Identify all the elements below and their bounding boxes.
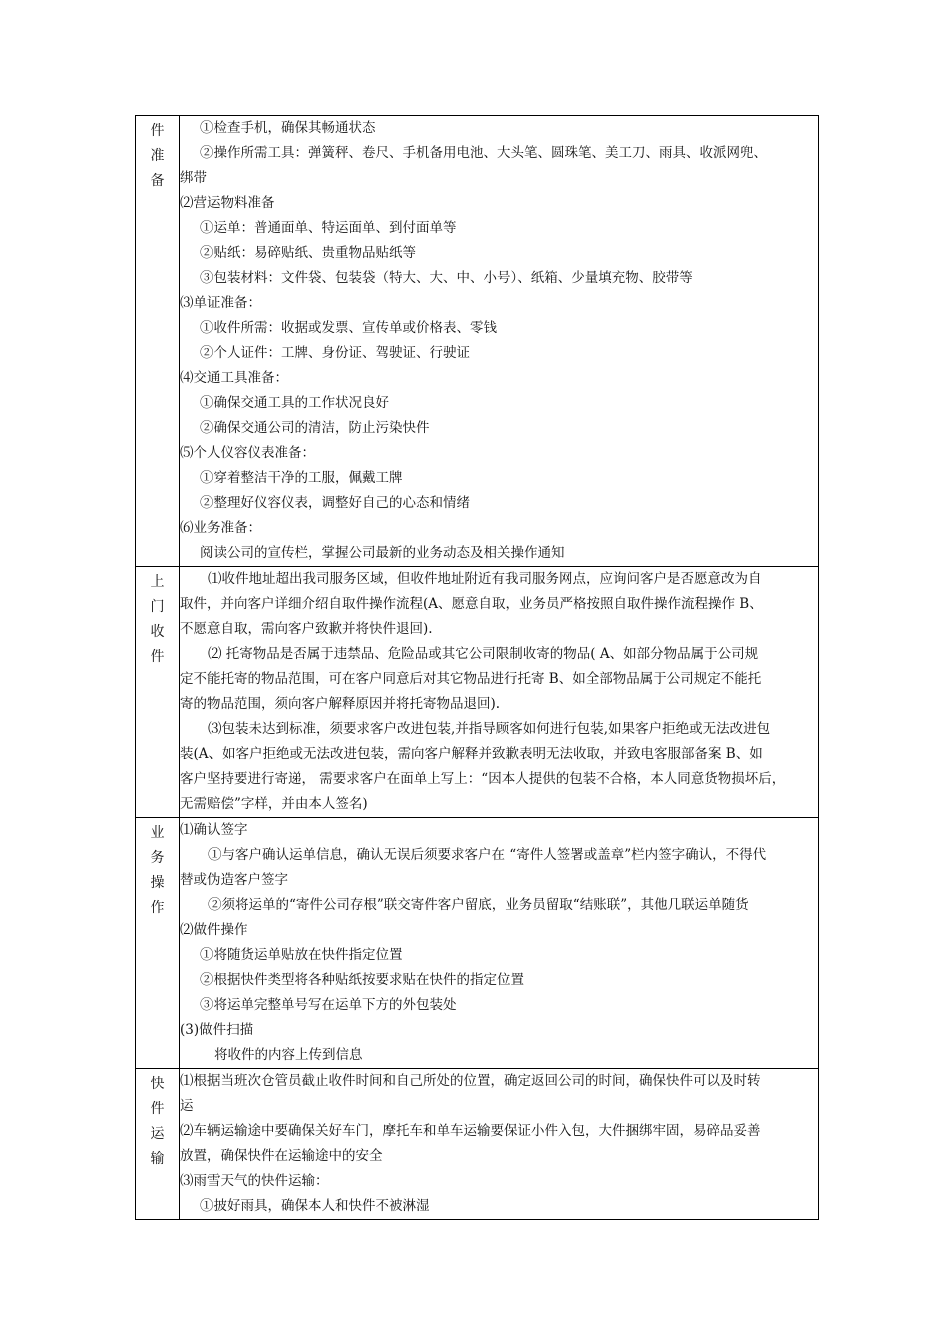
section-transport — [136, 1069, 819, 1220]
content-line: ⑶单证准备： — [180, 295, 261, 311]
content-line: ①检查手机，确保其畅通状态 — [200, 120, 376, 136]
section-content-cell — [180, 116, 819, 567]
content-line: ③将运单完整单号写在运单下方的外包装处 — [200, 997, 457, 1013]
content-line: 运 — [180, 1098, 194, 1114]
content-line: ⑶包装未达到标准，须要求客户改进包装,并指导顾客如何进行包装,如果客户拒绝或无法改进包 — [208, 721, 771, 737]
content-line: 绑带 — [180, 170, 207, 186]
content-line: ②个人证件：工牌、身份证、驾驶证、行驶证 — [200, 345, 470, 361]
content-line: ⑸个人仪容仪表准备： — [180, 445, 315, 461]
content-line: 客户坚持要进行寄递， 需要求客户在面单上写上：“因本人提供的包装不合格，本人同意货物损坏后， — [180, 771, 786, 787]
content-line: 替或伪造客户签字 — [180, 872, 288, 888]
content-line: ⑴收件地址超出我司服务区域，但收件地址附近有我司服务网点，应询问客户是否愿意改为自 — [208, 571, 762, 587]
section-heading: 业 务 操 作 — [150, 825, 165, 916]
content-line: (3)做件扫描 — [180, 1022, 254, 1038]
content-line: ②须将运单的“寄件公司存根”联交寄件客户留底，业务员留取“结账联”，其他几联运单随货 — [208, 897, 749, 913]
section-heading: 上 门 收 件 — [150, 574, 165, 665]
content-line: ⑵ 托寄物品是否属于违禁品、危险品或其它公司限制收寄的物品( A、如部分物品属于公司规 — [208, 646, 759, 662]
section-operation — [136, 818, 819, 1069]
table-body — [136, 116, 819, 1220]
content-line: ①披好雨具，确保本人和快件不被淋湿 — [200, 1198, 430, 1214]
section-heading: 快 件 运 输 — [150, 1076, 165, 1167]
content-line: ①收件所需：收据或发票、宣传单或价格表、零钱 — [200, 320, 497, 336]
content-line: ⑹业务准备： — [180, 520, 261, 536]
content-line: 阅读公司的宣传栏，掌握公司最新的业务动态及相关操作通知 — [200, 545, 565, 561]
content-line: ②根据快件类型将各种贴纸按要求贴在快件的指定位置 — [200, 972, 524, 988]
content-line: ①运单：普通面单、特运面单、到付面单等 — [200, 220, 457, 236]
section-heading-cell — [136, 1069, 180, 1220]
content-line: ⑵做件操作 — [180, 922, 248, 938]
section-pickup — [136, 567, 819, 818]
content-line: ⑴根据当班次仓管员截止收件时间和自己所处的位置，确定返回公司的时间，确保快件可以及时转 — [180, 1073, 761, 1089]
section-preparation — [136, 116, 819, 567]
section-heading-cell — [136, 116, 180, 567]
section-content-cell — [180, 1069, 819, 1220]
content-line: 将收件的内容上传到信息 — [214, 1047, 363, 1063]
content-line: ③包装材料：文件袋、包装袋（特大、大、中、小号）、纸箱、少量填充物、胶带等 — [200, 270, 693, 286]
content-line: 无需赔偿”字样，并由本人签名) — [180, 796, 368, 812]
section-heading-cell — [136, 567, 180, 818]
content-line: ⑶雨雪天气的快件运输： — [180, 1173, 329, 1189]
content-line: 不愿意自取，需向客户致歉并将快件退回). — [180, 621, 433, 637]
content-line: ②整理好仪容仪表，调整好自己的心态和情绪 — [200, 495, 470, 511]
content-line: ②贴纸：易碎贴纸、贵重物品贴纸等 — [200, 245, 416, 261]
content-line: ①穿着整洁干净的工服，佩戴工牌 — [200, 470, 403, 486]
section-heading: 件 准 备 — [150, 123, 165, 189]
section-content-cell — [180, 818, 819, 1069]
content-line: ⑵车辆运输途中要确保关好车门，摩托车和单车运输要保证小件入包，大件捆绑牢固，易碎品妥善 — [180, 1123, 761, 1139]
content-line: 放置，确保快件在运输途中的安全 — [180, 1148, 383, 1164]
content-line: 取件，并向客户详细介绍自取件操作流程(A、愿意自取，业务员严格按照自取件操作流程操作 B、 — [180, 596, 763, 612]
content-line: 寄的物品范围，须向客户解释原因并将托寄物品退回). — [180, 696, 501, 712]
content-line: ①与客户确认运单信息，确认无误后须要求客户在 “寄件人签署或盖章”栏内签字确认，不得代 — [208, 847, 767, 863]
content-line: ①将随货运单贴放在快件指定位置 — [200, 947, 403, 963]
content-line: 定不能托寄的物品范围，可在客户同意后对其它物品进行托寄 B、如全部物品属于公司规定不能托 — [180, 671, 762, 687]
content-line: ⑵营运物料准备 — [180, 195, 275, 211]
content-line: ①确保交通工具的工作状况良好 — [200, 395, 389, 411]
content-line: ②操作所需工具：弹簧秤、卷尺、手机备用电池、大头笔、圆珠笔、美工刀、雨具、收派网兜、 — [200, 145, 767, 161]
section-content-cell — [180, 567, 819, 818]
content-line: 装(A、如客户拒绝或无法改进包装，需向客户解释并致歉表明无法收取，并致电客服部备案 B、如 — [180, 746, 763, 762]
content-line: ⑷交通工具准备： — [180, 370, 288, 386]
procedure-table — [135, 115, 819, 1220]
section-heading-cell — [136, 818, 180, 1069]
content-line: ②确保交通公司的清洁，防止污染快件 — [200, 420, 430, 436]
content-line: ⑴确认签字 — [180, 822, 248, 838]
